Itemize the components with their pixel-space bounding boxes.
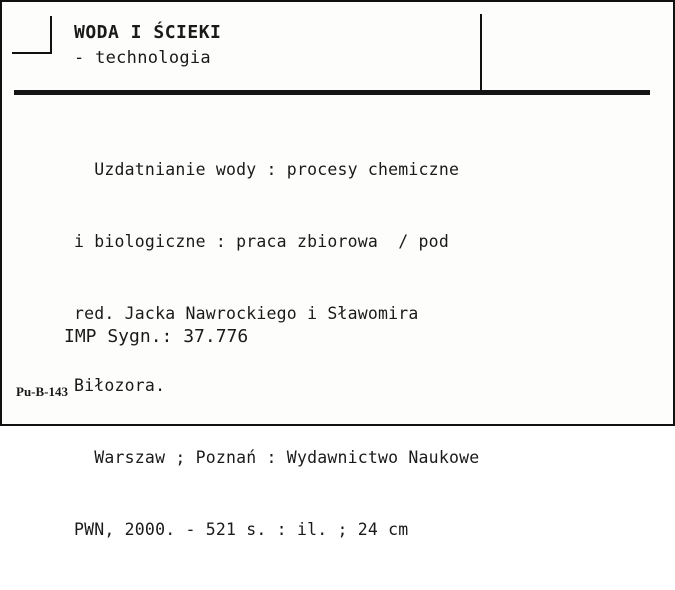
corner-mark-horizontal <box>12 52 52 54</box>
description-line: red. Jacka Nawrockiego i Sławomira <box>74 304 419 323</box>
description-line: Biłozora. <box>74 376 166 395</box>
subject-heading: WODA I ŚCIEKI <box>74 22 222 43</box>
description-line: i biologiczne : praca zbiorowa / pod <box>74 232 449 251</box>
description-line: PWN, 2000. - 521 s. : il. ; 24 cm <box>74 520 409 539</box>
horizontal-rule <box>14 90 650 95</box>
subject-subheading: - technologia <box>74 48 211 68</box>
call-number: IMP Sygn.: 37.776 <box>64 326 249 347</box>
corner-mark-vertical <box>50 16 52 52</box>
heading-divider-line <box>480 14 482 90</box>
description-line: Warszaw ; Poznań : Wydawnictwo Naukowe <box>74 448 480 467</box>
shelfmark-label: Pu-B-143 <box>16 384 68 399</box>
bibliographic-description <box>74 110 479 590</box>
description-line: Uzdatnianie wody : procesy chemiczne <box>74 160 460 179</box>
